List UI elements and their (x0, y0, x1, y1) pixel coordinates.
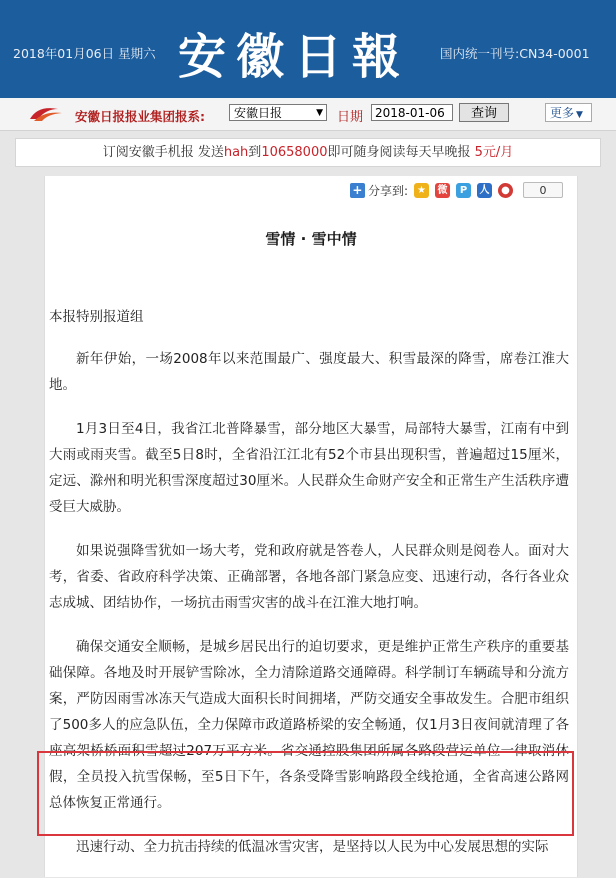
date-label: 日期 (337, 110, 364, 125)
promo-text-3: 即可随身阅读每天早晚报 (327, 145, 475, 160)
date-input[interactable]: 2018-01-06 (371, 104, 453, 121)
promo-code: hah (223, 145, 249, 160)
query-button[interactable]: 查询 (459, 103, 509, 122)
paper-select[interactable] (229, 104, 327, 121)
group-label: 安徽日报报业集团报系: (75, 109, 205, 124)
qzone-icon[interactable]: ★ (414, 183, 429, 198)
weibo-icon[interactable]: 微 (435, 183, 450, 198)
subscription-banner[interactable] (15, 138, 601, 167)
issn-number: 国内统一刊号:CN34-0001 (440, 46, 590, 61)
masthead (0, 0, 616, 98)
article-paragraph: 确保交通安全顺畅，是城乡居民出行的迫切要求，更是维护正常生产秩序的重要基础保障。各地及时开展铲雪除冰，全力清除道路交通障碍。科学制订车辆疏导和分流方案，严防因雨雪冰冻天气造成大面积长时间拥堵，严防交通安全事故发生。合肥市组织了500多人的应急队伍，全力保障市政道路桥梁的安全畅通，仅1月3日夜间就清理了各座高架桥桥面积雪超过207万平方米。省交通控股集团所属各路段营运单位一律取消休假，全员投入抗雪保畅，至5日下午，各条受降雪影响路段全线抢通，全省高速公路网总体恢复正常通行。 (49, 639, 569, 811)
share-plus-icon[interactable]: + (350, 183, 365, 198)
article-body (49, 304, 569, 878)
article-paragraph: 新年伊始，一场2008年以来范围最广、强度最大、积雪最深的降雪，席卷江淮大地。 (49, 351, 569, 393)
promo-price: 5元/月 (474, 145, 514, 160)
promo-text-1: 订阅安徽手机报 发送 (102, 145, 224, 160)
group-logo-icon (28, 103, 64, 123)
kaixin-icon[interactable]: ● (498, 183, 513, 198)
more-dropdown[interactable] (545, 103, 592, 122)
article-byline: 本报特别报道组 (49, 309, 144, 325)
promo-text-2: 到 (248, 145, 262, 160)
issue-date: 2018年01月06日 星期六 (13, 46, 156, 61)
article-paragraph: 1月3日至4日，我省江北普降暴雪，部分地区大暴雪，局部特大暴雪，江南有中到大雨或雨夹雪。截至5日8时，全省沿江江北有52个市县出现积雪，普遍超过15厘米，定远、滁州和明光积雪深度超过30厘米。人民群众生命财产安全和正常生产生活秩序遭受巨大威胁。 (49, 421, 569, 515)
share-bar (350, 180, 563, 200)
article-title: 雪情 · 雪中情 (265, 230, 357, 248)
article-panel (44, 176, 578, 877)
share-count: 0 (523, 182, 563, 198)
dropdown-arrow-icon: ▼ (316, 108, 323, 118)
dropdown-arrow-icon: ▼ (576, 110, 583, 120)
newspaper-logo: 安徽日報 (178, 29, 411, 85)
more-label: 更多 (550, 106, 575, 120)
paper-select-value: 安徽日报 (234, 106, 283, 120)
navigation-toolbar (0, 98, 616, 131)
article-paragraph: 迅速行动、全力抗击持续的低温冰雪灾害，是坚持以人民为中心发展思想的实际 (76, 839, 549, 855)
promo-number: 10658000 (261, 145, 328, 160)
article-paragraph: 如果说强降雪犹如一场大考，党和政府就是答卷人，人民群众则是阅卷人。面对大考，省委、省政府科学决策、正确部署，各地各部门紧急应变、迅速行动，各行各业众志成城、团结协作，一场抗击雨雪灾害的战斗在江淮大地打响。 (49, 543, 569, 611)
share-label: 分享到: (367, 183, 408, 198)
renren-icon[interactable]: 人 (477, 183, 492, 198)
tencent-icon[interactable]: P (456, 183, 471, 198)
